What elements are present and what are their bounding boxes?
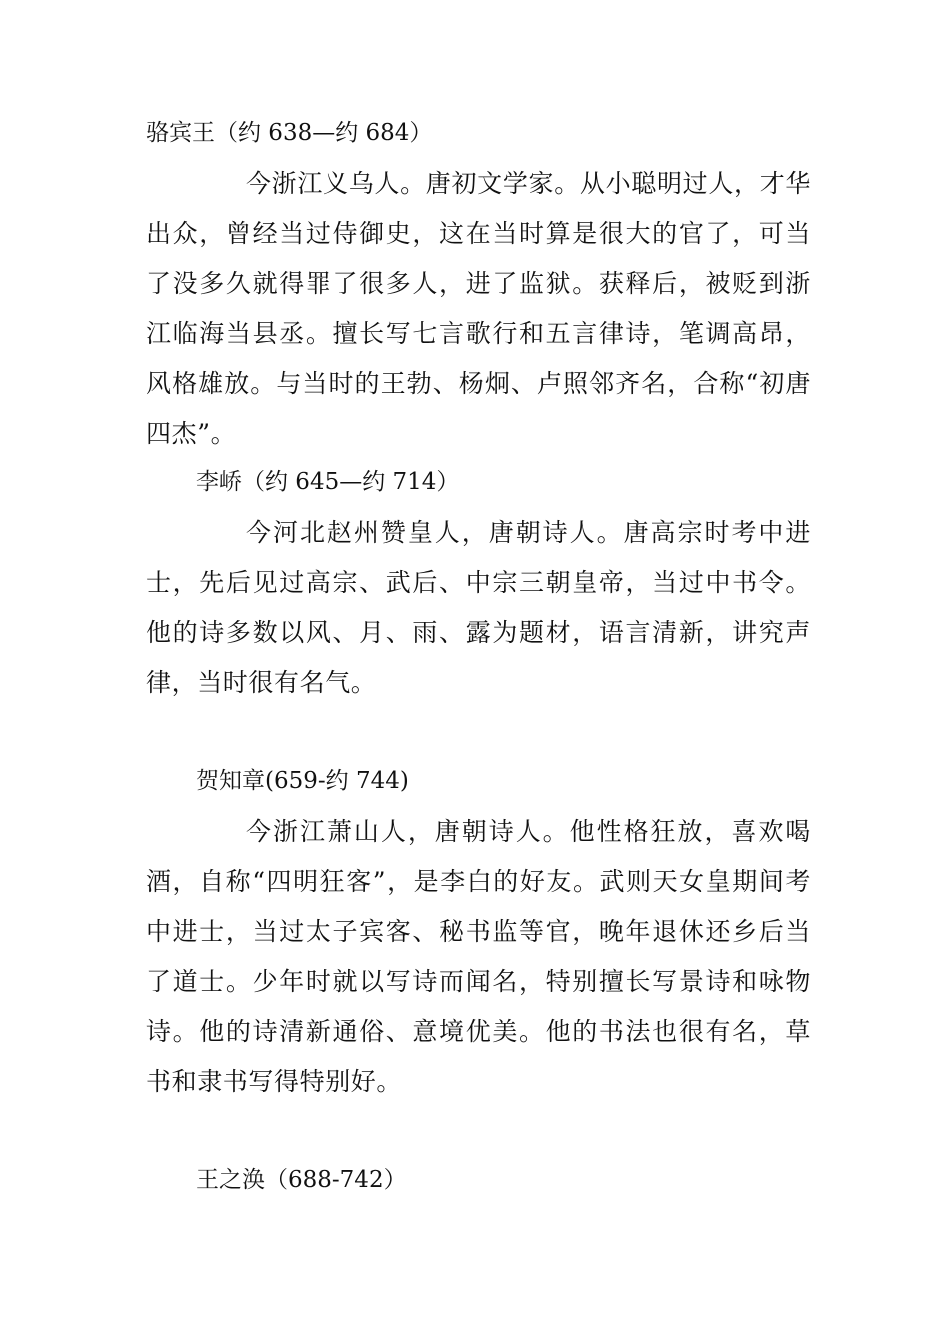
entry-heading-wang-zhihuan: 王之涣（688-742）	[196, 1167, 407, 1193]
entry-heading-he-zhizhang: 贺知章(659-约 744)	[196, 768, 409, 794]
entry-body-luo-binwang: 今浙江义乌人。唐初文学家。从小聪明过人，才华出众，曾经当过侍御史，这在当时算是很大的官了，可当了没多久就得罪了很多人，进了监狱。获释后，被贬到浙江临海当县丞。擅长写七言歌行和五言律诗，笔调高昂，风格雄放。与当时的王勃、杨炯、卢照邻齐名，合称“初唐四杰”。	[146, 169, 811, 448]
entry-heading-luo-binwang: 骆宾王（约 638—约 684）	[146, 120, 433, 146]
entry-body-he-zhizhang: 今浙江萧山人，唐朝诗人。他性格狂放，喜欢喝酒，自称“四明狂客”，是李白的好友。武则天女皇期间考中进士，当过太子宾客、秘书监等官，晚年退休还乡后当了道士。少年时就以写诗而闻名，特别擅长写景诗和咏物诗。他的诗清新通俗、意境优美。他的书法也很有名，草书和隶书写得特别好。	[146, 817, 811, 1096]
entry-heading-li-qiao: 李峤（约 645—约 714）	[196, 469, 460, 495]
entry-body-li-qiao: 今河北赵州赞皇人，唐朝诗人。唐高宗时考中进士，先后见过高宗、武后、中宗三朝皇帝，当过中书令。他的诗多数以风、月、雨、露为题材，语言清新，讲究声律，当时很有名气。	[146, 518, 811, 697]
